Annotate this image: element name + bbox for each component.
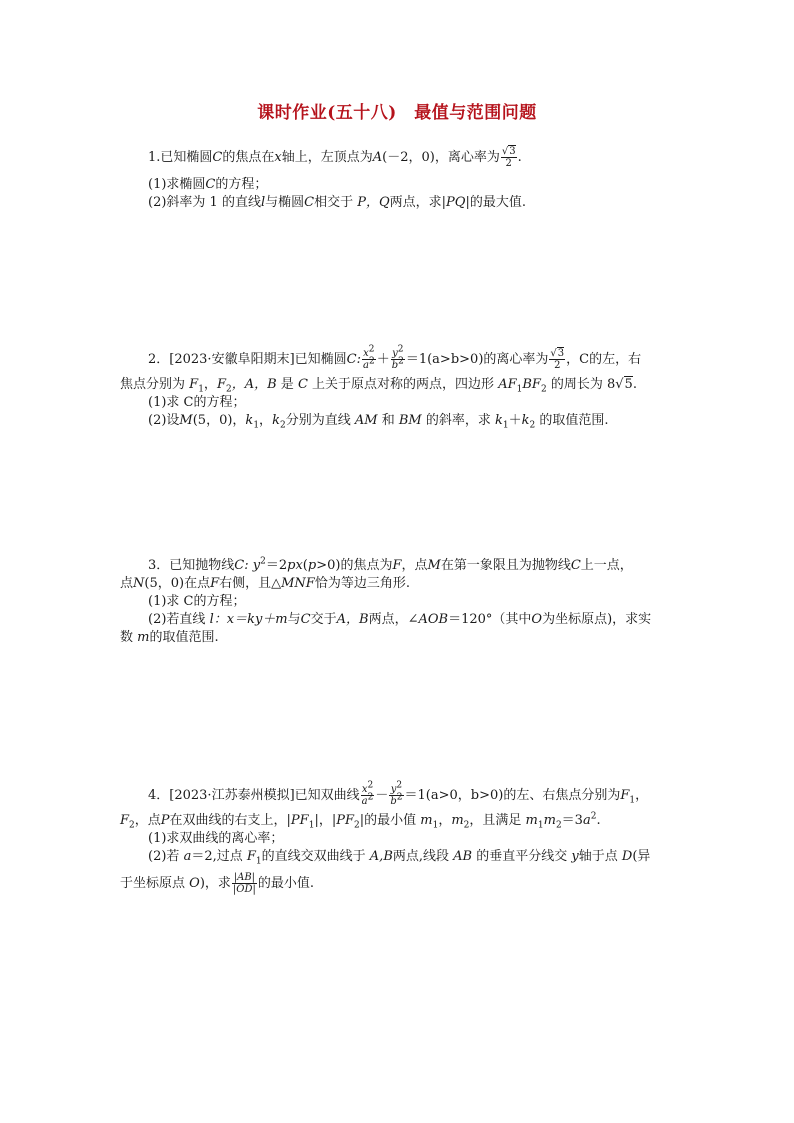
problem-4-part-2-cont: 于坐标原点 O)，求 $\frac{|AB|}{|OD|}$ 的最小值. [120,872,315,895]
problem-4-stem: 4．[2023·江苏泰州模拟]已知双曲线 $\frac{x^2}{a^2}$ － $\frac{y^2}{b^2}$ ＝1(a>0，b>0)的左、右焦点分别为$F_1$， [148,780,649,807]
problem-1-part-2: (2)斜率为 1 的直线l与椭圆C相交于 P，Q两点，求|PQ|的最大值. [148,195,526,210]
page-title: 课时作业(五十八) 最值与范围问题 [257,103,537,123]
problem-4-part-1: (1)求双曲线的离心率； [148,831,284,846]
problem-3-part-2-cont: 数 m的取值范围. [120,630,219,645]
eccentricity-fraction: $\frac{√3}{2}$ [501,146,516,169]
problem-4-line-2: $F_2$，点P在双曲线的右支上，$|PF_1|$，$|PF_2|$的最小值 $m_1$，$m_2$，且满足 $m_1m_2=3a^2$. [120,811,601,831]
problem-1-part-1: (1)求椭圆C的方程； [148,177,268,192]
problem-4-part-2: (2)若 a＝2,过点 $F_1$的直线交双曲线于 A,B两点,线段 AB 的垂直平分线交 y轴于点 D(异 [148,849,651,867]
problem-3-line-2: 点N(5，0)在点F右侧，且△MNF恰为等边三角形. [120,576,410,591]
problem-number: 3 [148,558,157,573]
problem-2-line-2: 焦点分别为 $F_1$，$F_2$，A，B 是 C 上关于原点对称的两点，四边形 $AF_1BF_2$ 的周长为 8√5. [120,377,637,395]
problem-2-part-2: (2)设M(5，0)，$k_1$，$k_2$分别为直线 AM 和 BM 的斜率，求 $k_1+k_2$ 的取值范围. [148,413,609,431]
problem-number: 2 [148,352,157,367]
problem-3-part-2: (2)若直线 l：x＝ky＋m与C交于A，B两点，∠AOB＝120°（其中O为坐标原点)，求实 [148,612,652,627]
problem-number: 1 [148,150,157,165]
problem-2-stem: 2．[2023·安徽阜阳期末]已知椭圆C: $\frac{x^2}{a^2}$ ＋ $\frac{y^2}{b^2}$ ＝1(a>b>0)的离心率为 $\frac{√3}{2}$ ，C的左，右 [148,344,642,371]
problem-3-part-1: (1)求 C的方程； [148,594,246,609]
problem-3-stem: 3．已知抛物线C: $y^2=2px(p>0)$的焦点为F，点M在第一象限且为抛物线C上一点， [148,556,633,573]
problem-number: 4 [148,788,157,803]
ratio-fraction: $\frac{|AB|}{|OD|}$ [232,872,256,895]
problem-2-part-1: (1)求 C的方程； [148,395,246,410]
problem-1-stem: 1.已知椭圆C的焦点在x轴上，左顶点为A(－2，0)，离心率为 $\frac{√3}{2}$ . [148,146,522,169]
